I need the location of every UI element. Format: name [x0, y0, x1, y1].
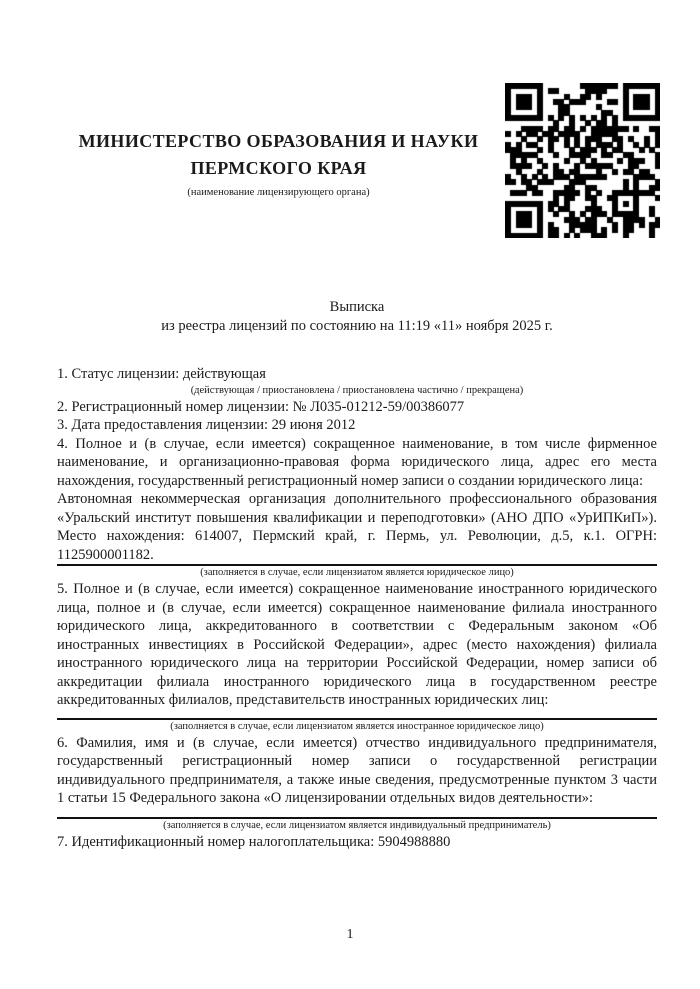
document-title-line1: Выписка	[329, 299, 385, 315]
licensing-authority-header	[57, 128, 500, 199]
item5-foreign-entity-label: 5. Полное и (в случае, если имеется) сокращенное наименование иностранного юридического лица, полное и (в случае, если имеется) сокращенное наименование филиала иностранного юридического лица, аккредитованного в соответствии с Федеральным законом «Об иностранных инвестициях в Российской Федерации», адрес (место нахождения) филиала иностранного юридического лица на территории Российской Федерации, номер записи об аккредитации филиала иностранного юридического лица в государственном реестре аккредитованных филиалов, представительств иностранных юридических лиц:	[57, 581, 657, 708]
document-title	[57, 298, 657, 336]
item5-foreign-entity-note: (заполняется в случае, если лицензиатом является иностранное юридическое лицо)	[170, 720, 544, 732]
licensing-authority-note: (наименование лицензирующего органа)	[187, 187, 370, 198]
item4-legal-entity-value: Автономная некоммерческая организация дополнительного профессионального образования «Уральский институт повышения квалификации и переподготовки» (АНО ДПО «УрИПКиП»). Место нахождения: 614007, Пермский край, г. Пермь, ул. Революции, д.5, к.1. ОГРН: 1125900001182.	[57, 491, 657, 563]
item1-license-status: 1. Статус лицензии: действующая	[57, 366, 266, 382]
qr-code-icon	[505, 83, 660, 238]
document-body	[57, 365, 657, 851]
ministry-name-line1: МИНИСТЕРСТВО ОБРАЗОВАНИЯ И НАУКИ	[78, 131, 479, 151]
ministry-name-line2: ПЕРМСКОГО КРАЯ	[190, 158, 367, 178]
item7-taxpayer-id: 7. Идентификационный номер налогоплательщика: 5904988880	[57, 833, 451, 850]
item6-entrepreneur-label: 6. Фамилия, имя и (в случае, если имеется) отчество индивидуального предпринимателя, государственный регистрационный номер записи о государственной регистрации индивидуального предпринимателя, а также иные сведения, предусмотренные пунктом 3 части 1 статьи 15 Федерального закона «О лицензировании отдельных видов деятельности»:	[57, 734, 657, 806]
page-number: 1	[346, 927, 354, 942]
item4-legal-entity-label: 4. Полное и (в случае, если имеется) сокращенное наименование, в том числе фирменное наименование, и организационно-правовая форма юридического лица, адрес его места нахождения, государственный регистрационный номер записи о создании юридического лица:	[57, 435, 657, 489]
qr-code	[505, 83, 660, 238]
item3-license-grant-date: 3. Дата предоставления лицензии: 29 июня 2012	[57, 417, 356, 433]
item1-status-options-note: (действующая / приостановлена / приостановлена частично / прекращена)	[190, 384, 524, 396]
item2-registration-number: 2. Регистрационный номер лицензии: № Л035-01212-59/00386077	[57, 398, 465, 415]
document-title-line2: из реестра лицензий по состоянию на 11:19 «11» ноября 2025 г.	[161, 318, 553, 334]
item4-legal-entity-note: (заполняется в случае, если лицензиатом является юридическое лицо)	[200, 567, 514, 578]
item6-entrepreneur-note: (заполняется в случае, если лицензиатом является индивидуальный предприниматель)	[163, 819, 551, 831]
